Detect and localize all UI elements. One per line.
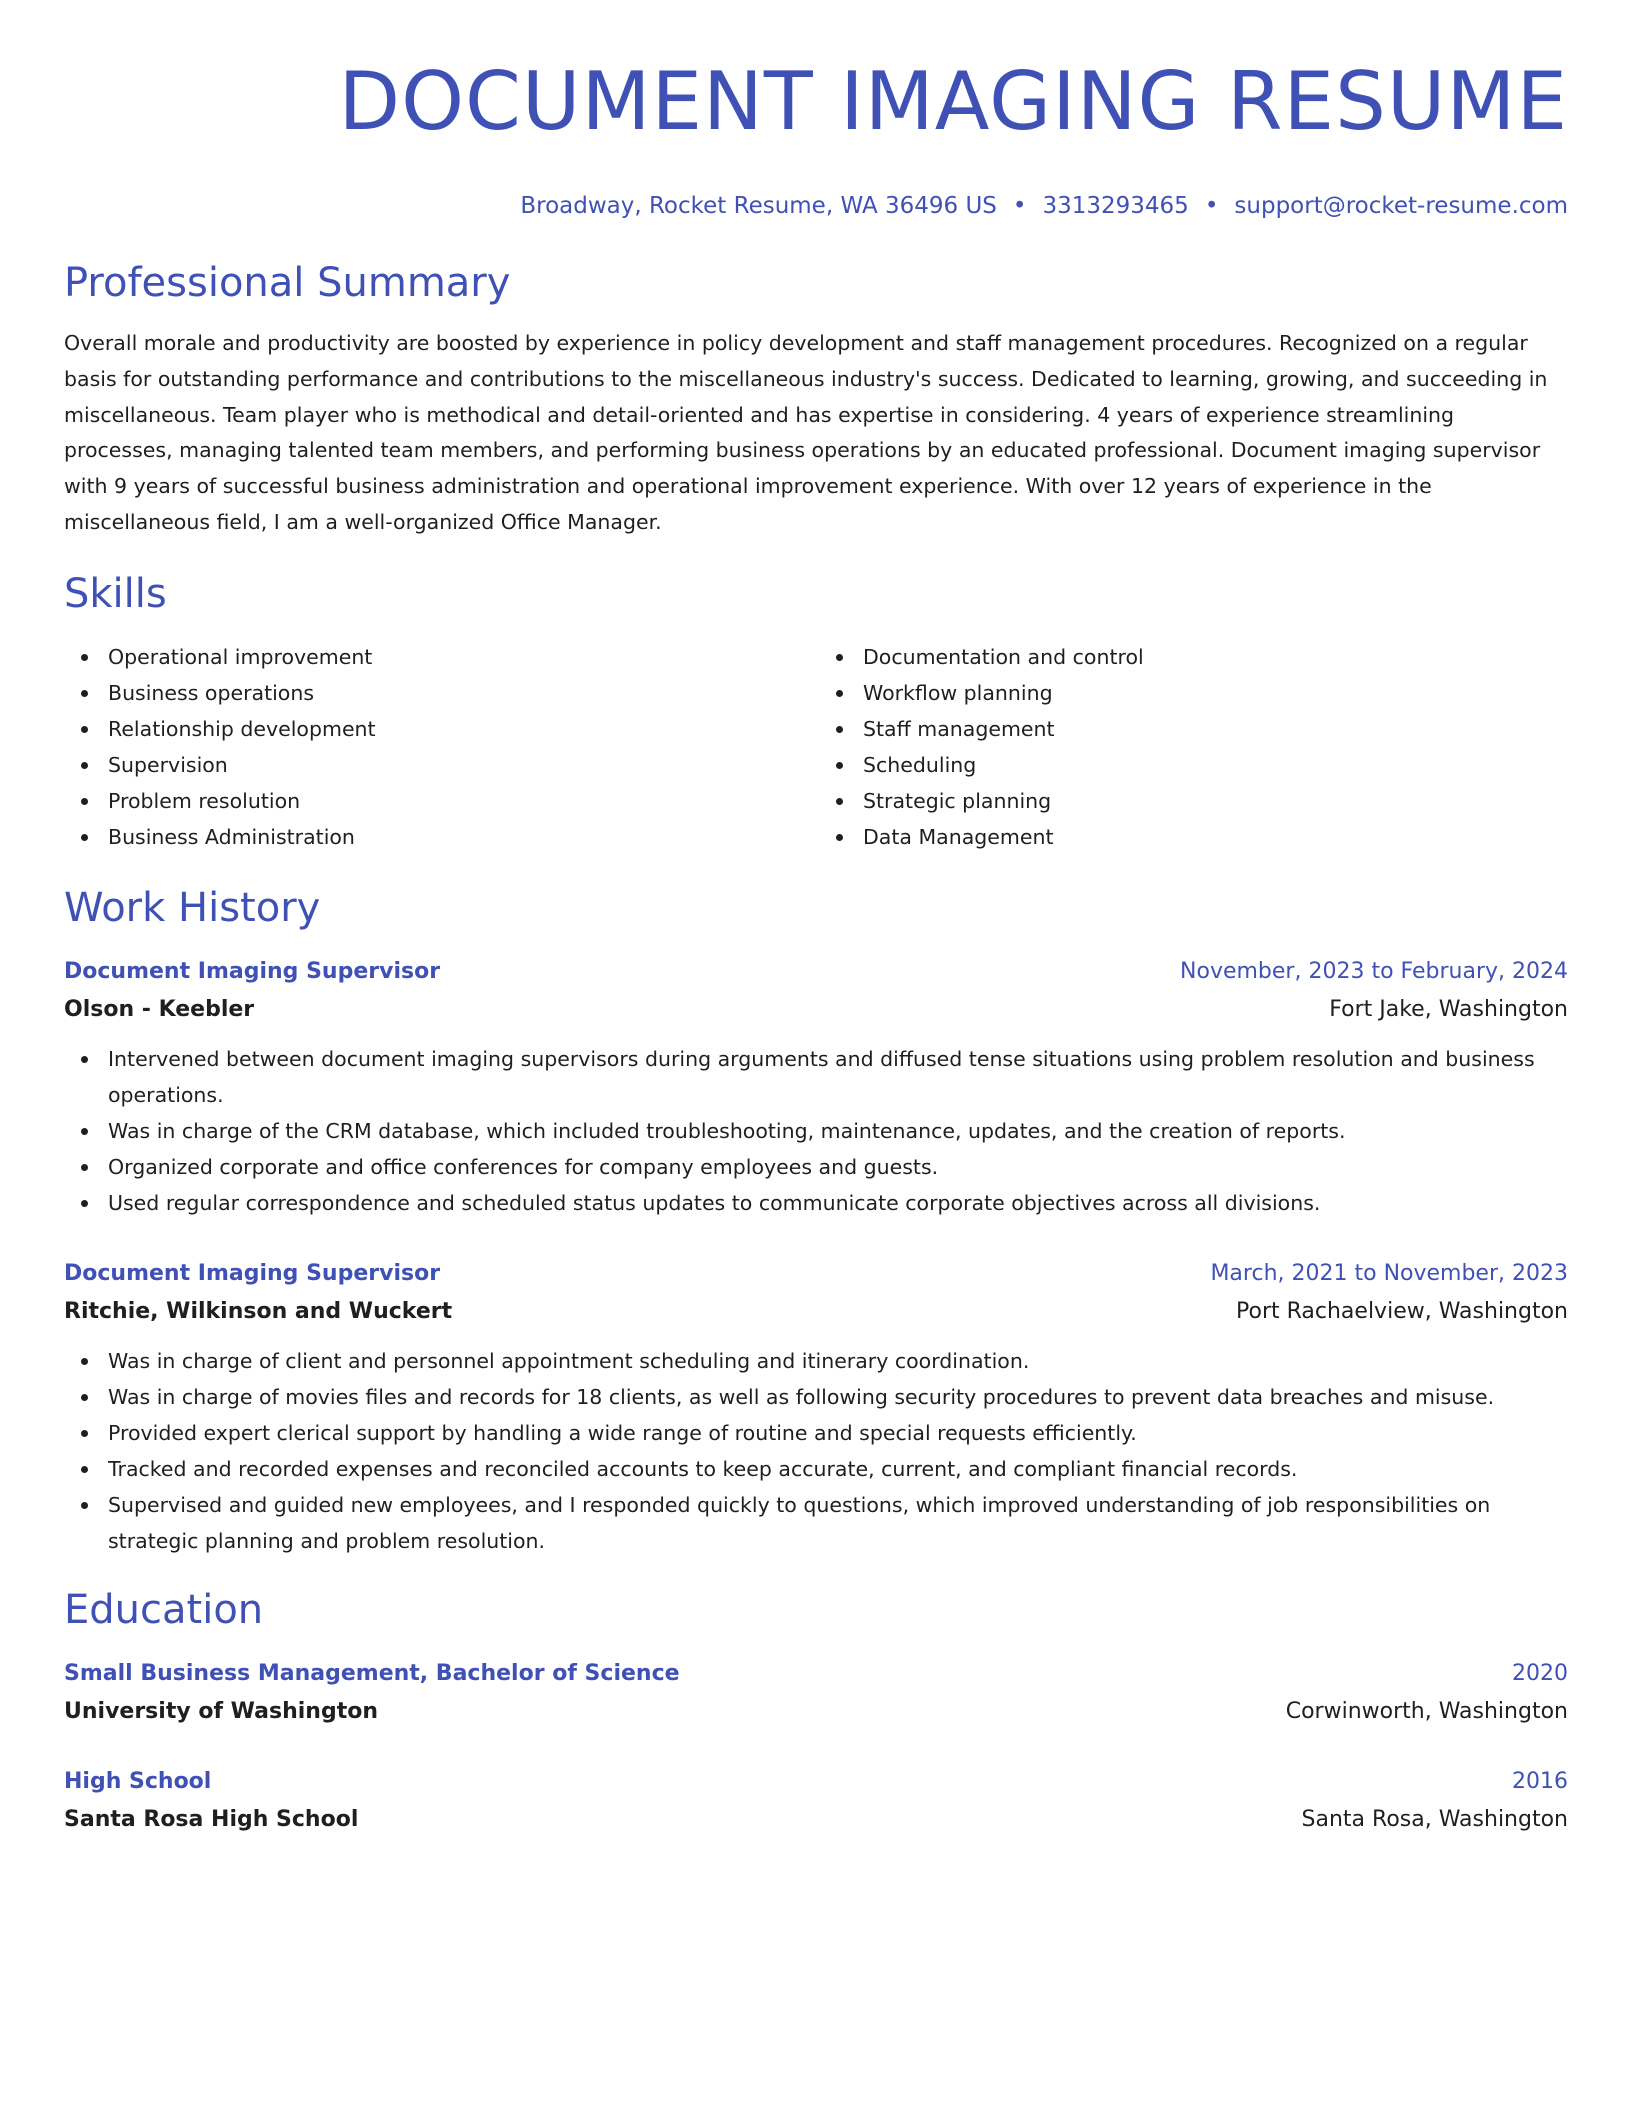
skills-grid xyxy=(64,639,1568,855)
education-location: Santa Rosa, Washington xyxy=(1301,1806,1568,1832)
education-degree: Small Business Management, Bachelor of Science xyxy=(64,1660,680,1686)
skill-item: Documentation and control xyxy=(819,639,1568,675)
job-entry xyxy=(64,1255,1568,1559)
education-degree: High School xyxy=(64,1768,212,1794)
skills-heading: Skills xyxy=(64,570,167,617)
education-school-row xyxy=(64,1693,1568,1731)
education-school-row xyxy=(64,1801,1568,1839)
skills-list-right xyxy=(816,639,1568,855)
job-bullets xyxy=(64,1343,1568,1559)
job-title: Document Imaging Supervisor xyxy=(64,958,441,984)
work-history-section xyxy=(64,883,1568,1559)
education-header-row xyxy=(64,1763,1568,1801)
summary-heading: Professional Summary xyxy=(64,260,511,306)
skill-item: Relationship development xyxy=(64,711,816,747)
skill-item: Problem resolution xyxy=(64,783,816,819)
job-location: Fort Jake, Washington xyxy=(1329,996,1568,1022)
skill-item: Operational improvement xyxy=(64,639,816,675)
resume-title: DOCUMENT IMAGING RESUME xyxy=(338,55,1568,148)
job-bullets xyxy=(64,1041,1568,1221)
job-bullet: Was in charge of client and personnel appointment scheduling and itinerary coordination. xyxy=(64,1343,1568,1379)
skills-section xyxy=(64,569,1568,855)
education-header-row xyxy=(64,1655,1568,1693)
job-company: Olson - Keebler xyxy=(64,996,255,1022)
work-history-heading: Work History xyxy=(64,884,321,931)
education-school: University of Washington xyxy=(64,1698,379,1724)
job-company-row xyxy=(64,991,1568,1029)
education-entry xyxy=(64,1655,1568,1731)
job-header-row xyxy=(64,953,1568,991)
job-bullet: Organized corporate and office conferences for company employees and guests. xyxy=(64,1149,1568,1185)
contact-line xyxy=(64,190,1568,222)
job-dates: November, 2023 to February, 2024 xyxy=(1180,958,1568,984)
job-bullet: Was in charge of the CRM database, which included troubleshooting, maintenance, updates, and the creation of reports. xyxy=(64,1113,1568,1149)
skill-item: Workflow planning xyxy=(819,675,1568,711)
contact-phone[interactable]: 3313293465 xyxy=(1042,193,1189,219)
job-title: Document Imaging Supervisor xyxy=(64,1260,441,1286)
education-year: 2016 xyxy=(1512,1768,1568,1794)
job-entry xyxy=(64,953,1568,1221)
education-school: Santa Rosa High School xyxy=(64,1806,359,1832)
education-year: 2020 xyxy=(1512,1660,1568,1686)
job-bullet: Supervised and guided new employees, and I responded quickly to questions, which improved understanding of job responsibilities on strategic planning and problem resolution. xyxy=(64,1487,1568,1559)
education-heading: Education xyxy=(64,1586,264,1633)
contact-address: Broadway, Rocket Resume, WA 36496 US xyxy=(520,193,997,219)
contact-separator: • xyxy=(1012,193,1027,219)
job-bullet: Provided expert clerical support by handling a wide range of routine and special requests efficiently. xyxy=(64,1415,1568,1451)
job-dates: March, 2021 to November, 2023 xyxy=(1210,1260,1568,1286)
job-location: Port Rachaelview, Washington xyxy=(1236,1298,1568,1324)
skill-item: Business Administration xyxy=(64,819,816,855)
education-location: Corwinworth, Washington xyxy=(1285,1698,1568,1724)
skills-list-left xyxy=(64,639,816,855)
contact-email[interactable]: support@rocket-resume.com xyxy=(1234,193,1568,219)
job-bullet: Intervened between document imaging supervisors during arguments and diffused tense situations using problem resolution and business operations. xyxy=(64,1041,1568,1113)
skill-item: Strategic planning xyxy=(819,783,1568,819)
skill-item: Business operations xyxy=(64,675,816,711)
summary-text: Overall morale and productivity are boosted by experience in policy development and staff management procedures. Recognized on a regular basis for outstanding performance and contributions to the miscellaneous industry's success. Dedicated to learning, growing, and succeeding in miscellaneous. Team player who is methodical and detail-oriented and has expertise in considering. 4 years of experience streamlining processes, managing talented team members, and performing business operations by an educated professional. Document imaging supervisor with 9 years of successful business administration and operational improvement experience. With over 12 years of experience in the miscellaneous field, I am a well-organized Office Manager. xyxy=(64,331,1548,534)
resume-header xyxy=(64,0,1568,222)
job-company: Ritchie, Wilkinson and Wuckert xyxy=(64,1298,453,1324)
skill-item: Scheduling xyxy=(819,747,1568,783)
job-bullet: Used regular correspondence and scheduled status updates to communicate corporate objectives across all divisions. xyxy=(64,1185,1568,1221)
skill-item: Data Management xyxy=(819,819,1568,855)
job-company-row xyxy=(64,1293,1568,1331)
job-bullet: Was in charge of movies files and records for 18 clients, as well as following security procedures to prevent data breaches and misuse. xyxy=(64,1379,1568,1415)
skill-item: Supervision xyxy=(64,747,816,783)
job-bullet: Tracked and recorded expenses and reconciled accounts to keep accurate, current, and compliant financial records. xyxy=(64,1451,1568,1487)
education-entry xyxy=(64,1763,1568,1839)
summary-section xyxy=(64,258,1568,541)
education-section xyxy=(64,1585,1568,1839)
job-header-row xyxy=(64,1255,1568,1293)
contact-separator: • xyxy=(1204,193,1219,219)
skill-item: Staff management xyxy=(819,711,1568,747)
